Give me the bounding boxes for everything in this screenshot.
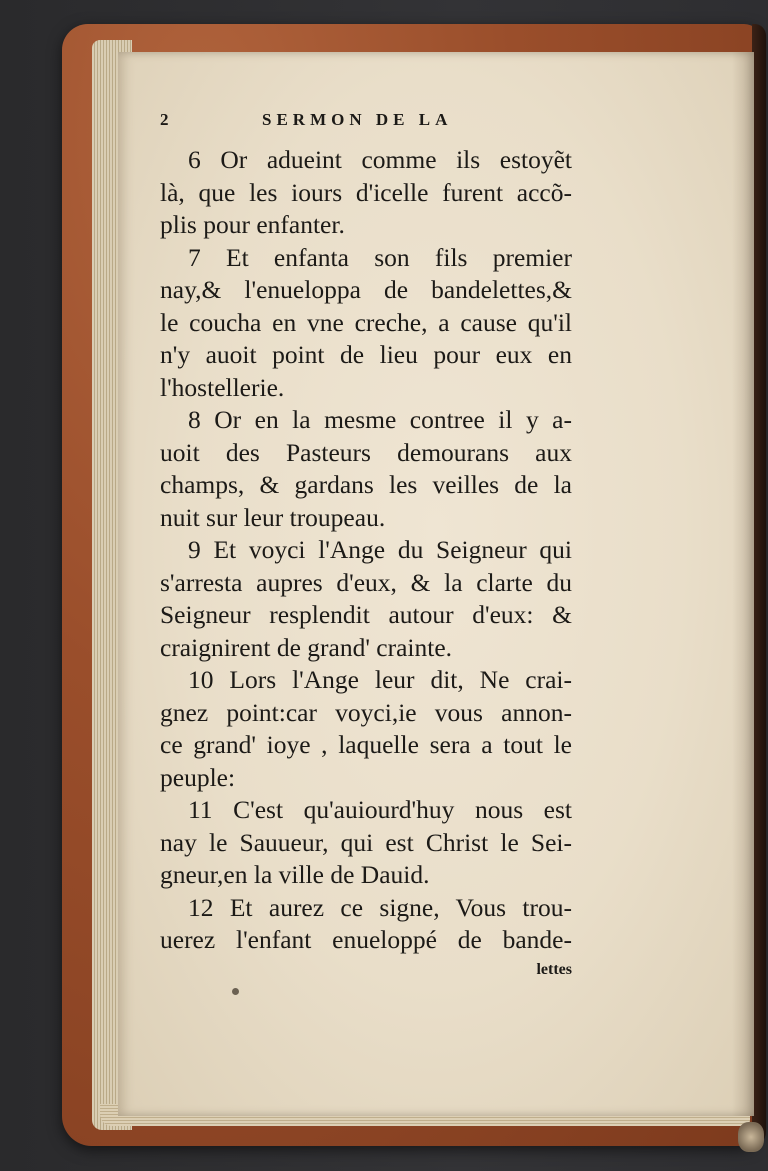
- text-line: champs, & gardans les veilles de la: [160, 470, 572, 499]
- paper-speck: [232, 988, 239, 995]
- text-line: l'hostellerie.: [160, 372, 285, 402]
- text-line: le coucha en vne creche, a cause qu'il: [160, 307, 572, 337]
- text-line: gneur,en la ville de Dauid.: [160, 860, 430, 889]
- text-line: ce grand' ioye , laquelle sera a tout le: [160, 730, 572, 759]
- text-line: plis pour enfanter.: [160, 210, 345, 239]
- cover-spine-edge: [752, 24, 766, 1146]
- text-line: 12 Et aurez ce signe, Vous trou-: [188, 892, 572, 922]
- text-line: là, que les iours d'icelle furent accõ-: [160, 177, 572, 207]
- catchword: lettes: [536, 960, 572, 978]
- text-line: 11 C'est qu'auiourd'huy nous est: [188, 795, 572, 824]
- text-line: nay,& l'enueloppa de bandelettes,&: [160, 275, 572, 304]
- text-line: 8 Or en la mesme contree il y a-: [188, 405, 572, 434]
- text-line: craignirent de grand' crainte.: [160, 632, 453, 662]
- cover-clasp: [738, 1122, 764, 1152]
- text-line: 9 Et voyci l'Ange du Seigneur qui: [188, 535, 572, 564]
- gutter-shadow: [732, 52, 754, 1116]
- text-line: Seigneur resplendit autour d'eux: &: [160, 600, 572, 629]
- text-line: nay le Sauueur, qui est Christ le Sei-: [160, 827, 572, 857]
- text-line: peuple:: [160, 762, 236, 792]
- text-line: s'arresta aupres d'eux, & la clarte du: [160, 567, 572, 597]
- text-line: gnez point:car voyci,ie vous annon-: [160, 697, 572, 727]
- text-line: uoit des Pasteurs demourans aux: [160, 437, 572, 467]
- text-line: 6 Or adueint comme ils estoyẽt: [188, 145, 572, 174]
- text-line: nuit sur leur troupeau.: [160, 502, 386, 532]
- text-line: n'y auoit point de lieu pour eux en: [160, 340, 572, 369]
- text-line: uerez l'enfant enueloppé de bande-: [160, 925, 572, 954]
- page-text: [160, 110, 700, 981]
- text-line: 10 Lors l'Ange leur dit, Ne crai-: [188, 665, 572, 694]
- page-number: 2: [160, 110, 169, 129]
- text-line: 7 Et enfanta son fils premier: [188, 242, 572, 272]
- verse-lines: [160, 144, 700, 957]
- running-head: [160, 110, 700, 144]
- running-title: SERMON DE LA: [262, 110, 453, 129]
